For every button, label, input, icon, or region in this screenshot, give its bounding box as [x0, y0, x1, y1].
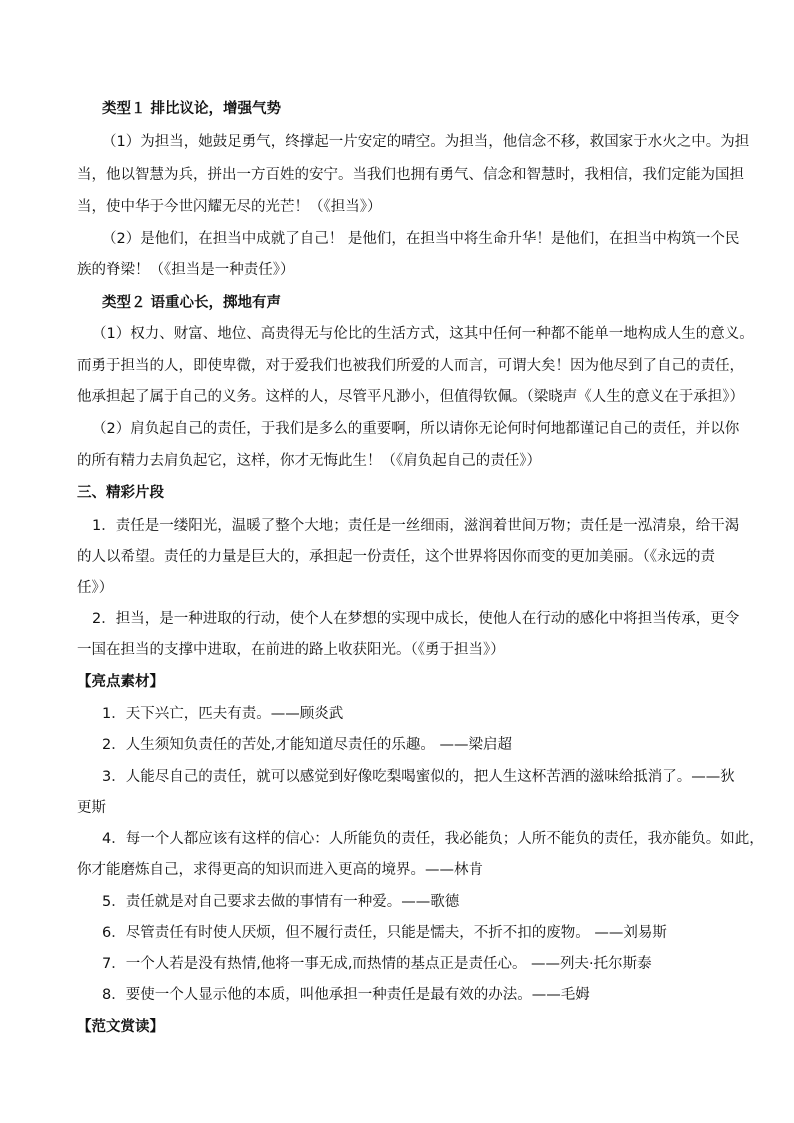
quote-item-3-cont: 更斯	[77, 800, 106, 816]
type1-p2-line1: （2）是他们，在担当中成就了自己！ 是他们，在担当中将生命升华！是他们，在担当中构筑一个民	[102, 231, 740, 247]
type2-p2-line1: （2）肩负起自己的责任，于我们是多么的重要啊，所以请你无论何时何地都谨记自己的责任，并以你	[92, 421, 740, 437]
quote-item-1: 1．天下兴亡，匹夫有责。——顾炎武	[102, 706, 344, 722]
quote-item-3: 3．人能尽自己的责任，就可以感觉到好像吃梨喝蜜似的，把人生这杯苦酒的滋味给抵消了。——狄	[102, 769, 735, 785]
quote-item-2: 2．人生须知负责任的苦处,才能知道尽责任的乐趣。 ——梁启超	[102, 737, 512, 753]
type2-p2-line2: 的所有精力去肩负起它，这样，你才无悔此生！（《肩负起自己的责任》）	[77, 453, 541, 469]
section3-heading: 三、精彩片段	[77, 485, 164, 501]
type2-p1-line1: （1）权力、财富、地位、高贵得无与伦比的生活方式，这其中任何一种都不能单一地构成人生的意义。	[92, 326, 754, 342]
section3-p2-line2: 一国在担当的支撑中进取，在前进的路上收获阳光。（《勇于担当》）	[77, 642, 505, 658]
quote-item-4: 4．每一个人都应该有这样的信心：人所能负的责任，我必能负；人所不能负的责任，我亦能负。如此，	[102, 831, 764, 847]
type2-p1-line2: 而勇于担当的人，即使卑微，对于爱我们也被我们所爱的人而言，可谓大矣！因为他尽到了自己的责任，	[77, 358, 744, 374]
quote-item-8: 8．要使一个人显示他的本质，叫他承担一种责任是最有效的办法。——毛姆	[102, 987, 590, 1003]
type2-p1-line3: 他承担起了属于自己的义务。这样的人，尽管平凡渺小，但值得钦佩。（梁晓声《人生的意义在于承担》）	[77, 389, 744, 405]
type2-heading: 类型２ 语重心长，掷地有声	[102, 295, 282, 311]
model-essay-heading: 【范文赏读】	[77, 1019, 164, 1035]
quote-item-5: 5．责任就是对自己要求去做的事情有一种爱。——歌德	[102, 894, 460, 910]
quote-item-4-cont: 你才能磨炼自己，求得更高的知识而进入更高的境界。——林肯	[77, 862, 483, 878]
type1-p1-line1: （1）为担当，她鼓足勇气，终撑起一片安定的晴空。为担当，他信念不移，救国家于水火之中。为担	[102, 134, 750, 150]
section3-p1-line2: 的人以希望。责任的力量是巨大的，承担起一份责任，这个世界将因你而变的更加美丽。（《永远的责	[77, 549, 715, 565]
type1-p1-line2: 当，他以智慧为兵，拼出一方百姓的安宁。当我们也拥有勇气、信念和智慧时，我相信，我们定能为国担	[77, 167, 744, 183]
section3-p2-line1: 2．担当，是一种进取的行动，使个人在梦想的实现中成长，使他人在行动的感化中将担当传承，更令	[92, 611, 740, 627]
type1-heading: 类型１ 排比议论，增强气势	[102, 101, 282, 117]
quote-item-6: 6．尽管责任有时使人厌烦，但不履行责任，只能是懦夫，不折不扣的废物。 ——刘易斯	[102, 925, 667, 941]
highlights-heading: 【亮点素材】	[77, 674, 164, 690]
section3-p1-line3: 任》）	[77, 580, 114, 596]
type1-p1-line3: 当，使中华于今世闪耀无尽的光芒！（《担当》）	[77, 199, 382, 215]
quote-item-7: 7．一个人若是没有热情,他将一事无成,而热情的基点正是责任心。 ——列夫·托尔斯泰	[102, 956, 652, 972]
section3-p1-line1: 1．责任是一缕阳光，温暖了整个大地；责任是一丝细雨，滋润着世间万物；责任是一泓清泉，给干渴	[92, 518, 740, 534]
type1-p2-line2: 族的脊梁！（《担当是一种责任》）	[77, 262, 295, 278]
